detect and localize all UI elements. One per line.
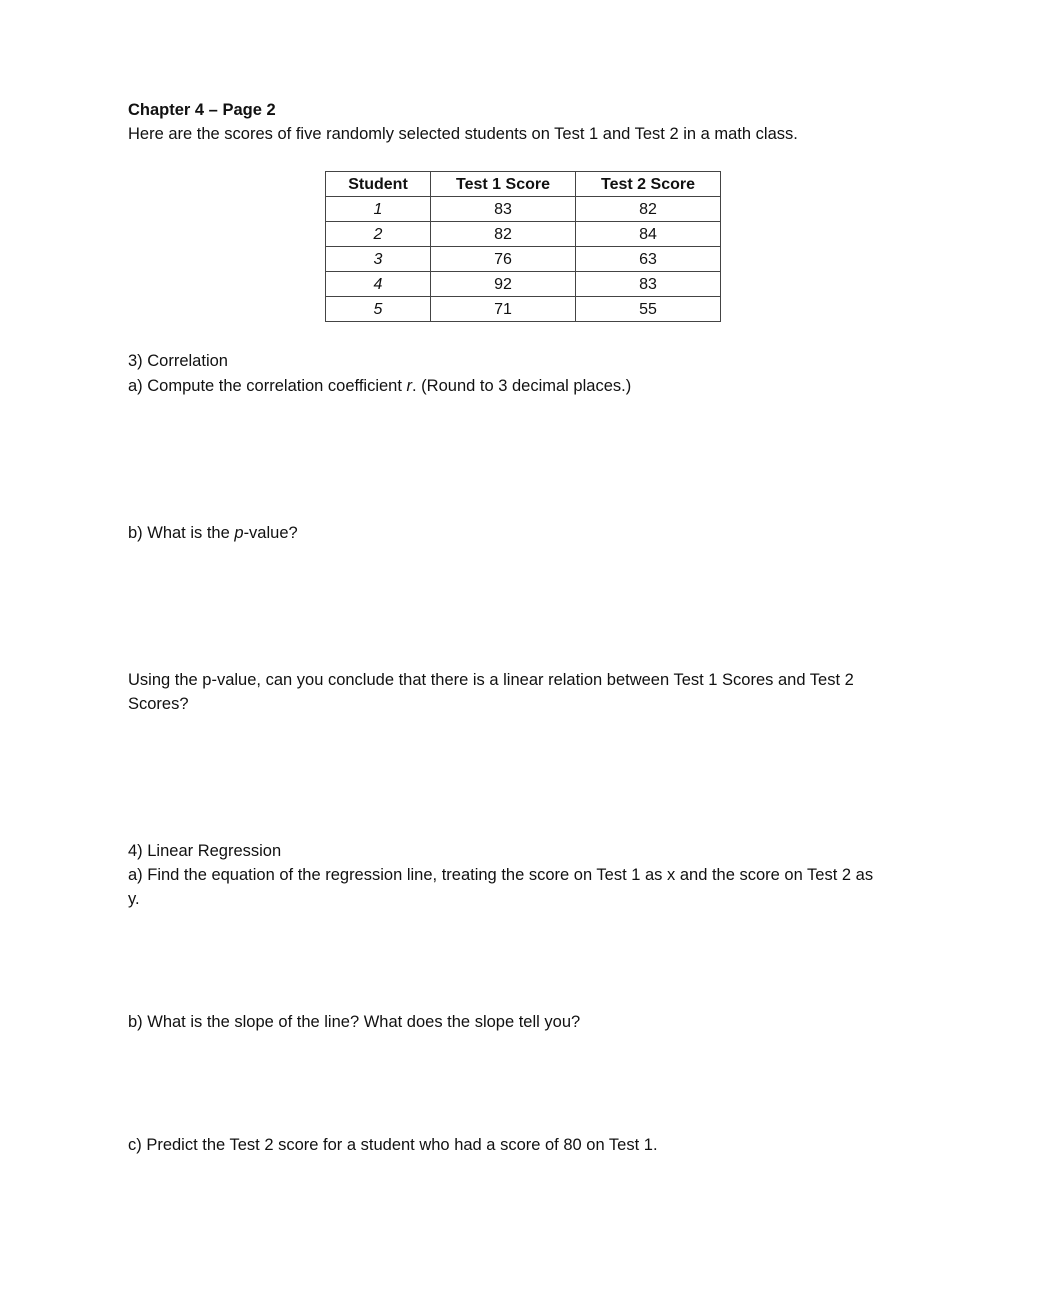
column-header-test2: Test 2 Score	[576, 172, 721, 197]
question-a-suffix: . (Round to 3 decimal places.)	[412, 377, 632, 395]
table-row	[326, 297, 721, 322]
student-cell: 2	[326, 222, 431, 247]
test2-cell: 63	[576, 247, 721, 272]
table-row	[326, 222, 721, 247]
test1-cell: 71	[431, 297, 576, 322]
test1-cell: 76	[431, 247, 576, 272]
test2-cell: 84	[576, 222, 721, 247]
test1-cell: 83	[431, 197, 576, 222]
student-cell: 5	[326, 297, 431, 322]
student-cell: 3	[326, 247, 431, 272]
section3-question-c: Using the p-value, can you conclude that there is a linear relation between Test 1 Scores and Test 2 Scores?	[128, 671, 854, 713]
variable-p: p	[234, 524, 244, 542]
test1-cell: 92	[431, 272, 576, 297]
student-cell: 1	[326, 197, 431, 222]
column-header-student: Student	[326, 172, 431, 197]
intro-text: Here are the scores of five randomly selected students on Test 1 and Test 2 in a math class.	[128, 125, 798, 143]
table-row	[326, 197, 721, 222]
column-header-test1: Test 1 Score	[431, 172, 576, 197]
table-row	[326, 272, 721, 297]
test1-cell: 82	[431, 222, 576, 247]
student-cell: 4	[326, 272, 431, 297]
section3-question-a	[128, 374, 631, 398]
test2-cell: 82	[576, 197, 721, 222]
question-a-prefix: a) Compute the correlation coefficient	[128, 377, 407, 395]
table-header-row	[326, 172, 721, 197]
page-title: Chapter 4 – Page 2	[128, 101, 276, 119]
section4-question-a: a) Find the equation of the regression line, treating the score on Test 1 as x and the score on Test 2 as y.	[128, 866, 874, 908]
variable-r: r	[406, 377, 413, 395]
table-row	[326, 247, 721, 272]
question-b-suffix: -value?	[243, 524, 298, 542]
section4-heading: 4) Linear Regression	[128, 842, 282, 860]
section4-question-c: c) Predict the Test 2 score for a student who had a score of 80 on Test 1.	[128, 1136, 658, 1154]
section4-question-b: b) What is the slope of the line? What does the slope tell you?	[128, 1013, 581, 1031]
question-b-prefix: b) What is the	[128, 524, 235, 542]
test2-cell: 83	[576, 272, 721, 297]
scores-table	[325, 171, 721, 322]
test2-cell: 55	[576, 297, 721, 322]
section3-heading: 3) Correlation	[128, 352, 228, 370]
section3-question-b	[128, 521, 298, 545]
